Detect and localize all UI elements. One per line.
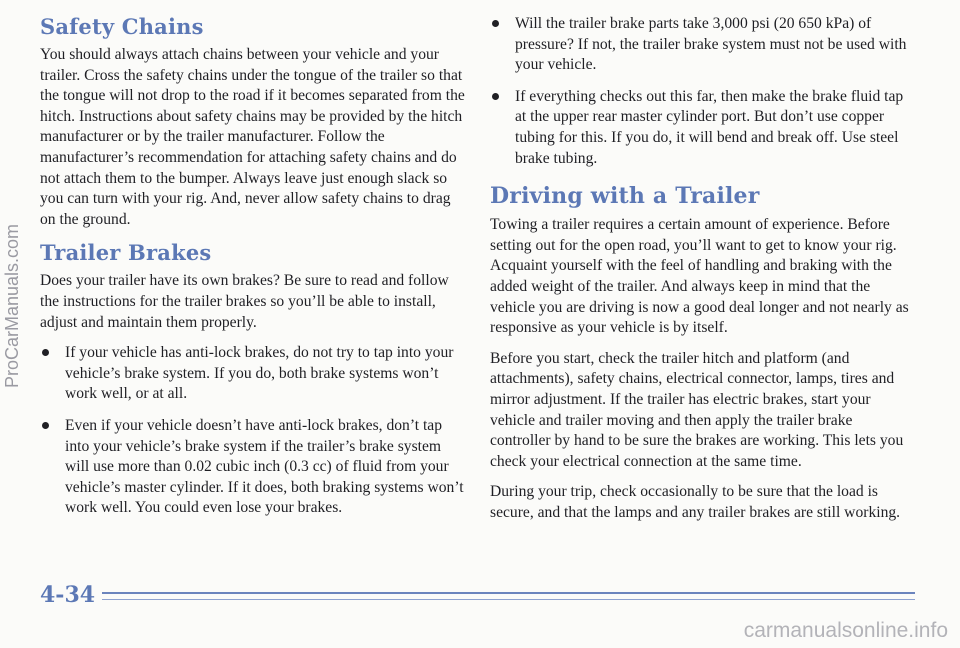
list-item	[40, 343, 465, 405]
trailer-brakes-list	[40, 343, 465, 519]
bullet-icon	[42, 349, 49, 356]
driving-with-trailer-heading: Driving with a Trailer	[490, 183, 760, 210]
driving-paragraph-3: During your trip, check occasionally to be sure that the load is secure, and that the lamps and any trailer brakes are still working.	[490, 483, 901, 521]
trailer-brakes-heading: Trailer Brakes	[40, 240, 212, 266]
driving-paragraph-1: Towing a trailer requires a certain amount of experience. Before setting out for the open road, you’ll want to get to know your rig. Acquaint yourself with the feel of handling and braking with the added weight of the trailer. And always keep in mind that the vehicle you are driving is now a good deal longer and not nearly as responsive as your vehicle is by itself.	[490, 216, 909, 337]
page-footer	[40, 580, 915, 620]
bullet-icon	[42, 422, 49, 429]
safety-chains-paragraph: You should always attach chains between your vehicle and your trailer. Cross the safety chains under the tongue of the trailer so that the tongue will not drop to the road if it becomes separated from the hitch. Instructions about safety chains may be provided by the hitch manufacturer or by the trailer manufacturer. Follow the manufacturer’s recommendation for attaching safety chains and do not attach them to the bumper. Always leave just enough slack so you can turn with your rig. And, never allow safety chains to drag on the ground.	[40, 46, 465, 228]
brake-check-list	[490, 14, 915, 169]
safety-chains-heading: Safety Chains	[40, 14, 204, 39]
list-item-text: If everything checks out this far, then make the brake fluid tap at the upper rear master cylinder port. But don’t use copper tubing for this. If you do, it will bend and break off. Use steel brake tubing.	[515, 87, 904, 167]
bullet-icon	[492, 93, 499, 100]
list-item	[490, 87, 915, 169]
list-item	[490, 14, 915, 76]
side-watermark: ProCarManuals.com	[2, 223, 22, 388]
left-column	[40, 14, 465, 530]
right-column	[490, 14, 915, 533]
list-item	[40, 416, 465, 519]
bullet-icon	[492, 20, 499, 27]
trailer-brakes-paragraph: Does your trailer have its own brakes? Be sure to read and follow the instructions for the trailer brakes so you’ll be able to install, adjust and maintain them properly.	[40, 272, 449, 331]
page-number: 4-34	[40, 582, 96, 608]
footer-rule	[102, 592, 915, 594]
list-item-text: If your vehicle has anti-lock brakes, do not try to tap into your vehicle’s brake system. If you do, both brake systems won’t work well, or at all.	[65, 344, 454, 403]
bottom-watermark: carmanualsonline.info	[743, 619, 948, 642]
list-item-text: Even if your vehicle doesn’t have anti-lock brakes, don’t tap into your vehicle’s brake system if the trailer’s brake system will use more than 0.02 cubic inch (0.3 cc) of fluid from your vehicle’s master cylinder. If it does, both braking systems won’t work well. You could even lose your brakes.	[65, 416, 464, 517]
footer-rule-thin	[102, 599, 915, 600]
driving-paragraph-2: Before you start, check the trailer hitch and platform (and attachments), safety chains, electrical connector, lamps, tires and mirror adjustment. If the trailer has electric brakes, start your vehicle and trailer moving and then apply the trailer brake controller by hand to be sure the brakes are working. This lets you check your electrical connection at the same time.	[490, 349, 904, 470]
list-item-text: Will the trailer brake parts take 3,000 psi (20 650 kPa) of pressure? If not, the trailer brake system must not be used with your vehicle.	[515, 15, 907, 74]
